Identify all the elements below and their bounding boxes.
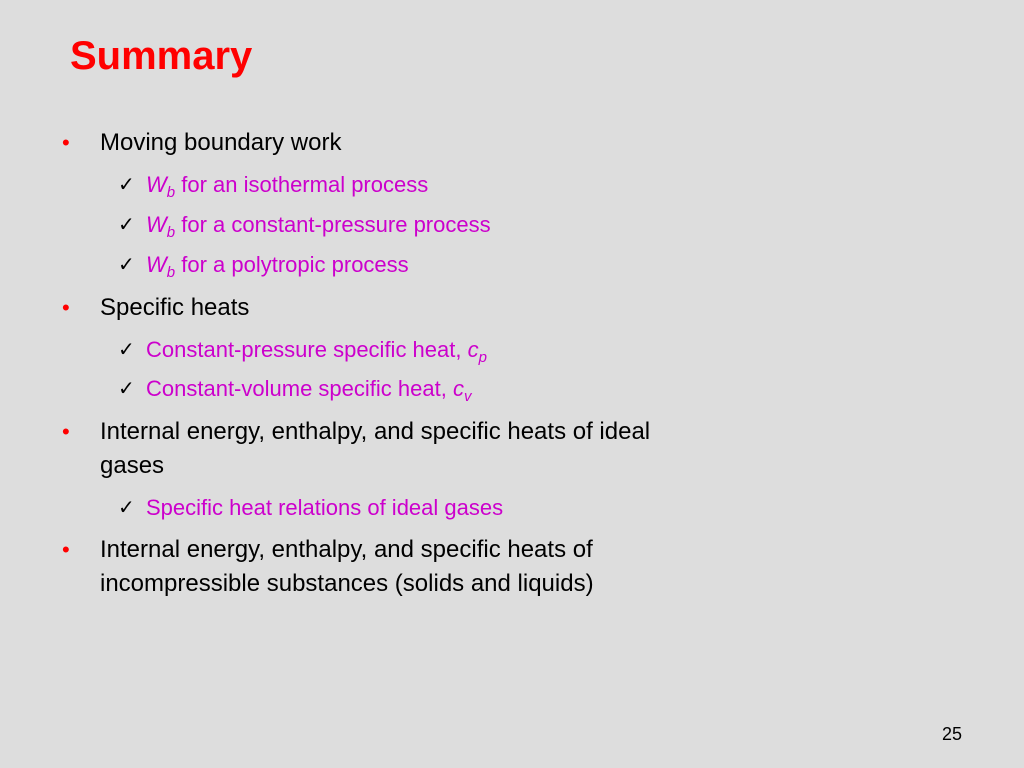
subitem-text: Constant-pressure specific heat, $c_p$ <box>146 337 487 366</box>
bullet-dot-icon: • <box>62 130 70 155</box>
symbol: $W_b$ <box>146 172 176 201</box>
bullet-text: Moving boundary work <box>100 129 342 156</box>
bullet-dot-icon: • <box>62 537 70 562</box>
page-number: 25 <box>941 724 962 744</box>
subitem-text: Constant-volume specific heat, $c_v$ <box>146 376 472 405</box>
slide-title: Summary <box>70 34 253 78</box>
checkmark-icon: ✓ <box>118 497 135 519</box>
subitem-text: $W_b$ for an isothermal process <box>146 172 429 201</box>
bullet-text: Internal energy, enthalpy, and specific heats of incompressible substances (solids and liquids) <box>100 536 594 597</box>
bullet-dot-icon: • <box>62 295 70 320</box>
checkmark-icon: ✓ <box>118 214 135 236</box>
subitem-text: $W_b$ for a polytropic process <box>146 252 409 281</box>
symbol: $W_b$ <box>146 212 176 241</box>
checkmark-icon: ✓ <box>118 378 135 400</box>
bullet-dot-icon: • <box>62 419 70 444</box>
symbol: $W_b$ <box>146 252 176 281</box>
bullet-text: Internal energy, enthalpy, and specific heats of ideal gases <box>100 418 651 479</box>
checkmark-icon: ✓ <box>118 174 135 196</box>
subitem-text: Specific heat relations of ideal gases <box>146 495 504 520</box>
checkmark-icon: ✓ <box>118 254 135 276</box>
symbol: $c_p$ <box>467 337 487 366</box>
symbol: $c_v$ <box>452 376 472 405</box>
checkmark-icon: ✓ <box>118 339 135 361</box>
bullet-text: Specific heats <box>100 294 250 321</box>
subitem-text: $W_b$ for a constant-pressure process <box>146 212 491 241</box>
